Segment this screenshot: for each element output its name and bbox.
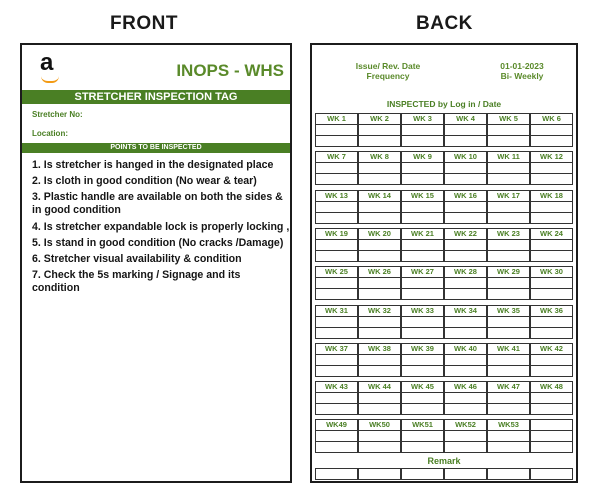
log-entry-cell[interactable] [358, 403, 401, 415]
log-entry-cell[interactable] [358, 327, 401, 339]
log-entry-cell[interactable] [401, 250, 444, 262]
log-entry-cell[interactable] [530, 212, 573, 224]
week-header-cell: WK 46 [444, 381, 487, 393]
log-entry-cell[interactable] [444, 250, 487, 262]
week-header-cell: WK 14 [358, 190, 401, 202]
frequency-value: Bi- Weekly [500, 71, 544, 81]
front-heading: FRONT [110, 13, 178, 34]
logo-smile [41, 76, 59, 83]
week-header-cell: WK 40 [444, 343, 487, 355]
issue-value: 01-01-2023 [500, 61, 544, 71]
log-entry-cell[interactable] [401, 173, 444, 185]
checklist-item: 5. Is stand in good condition (No cracks /Damage) [32, 236, 284, 249]
week-header-cell: WK 5 [487, 113, 530, 125]
log-entry-cell[interactable] [530, 327, 573, 339]
week-header-cell: WK 26 [358, 266, 401, 278]
log-entry-cell[interactable] [487, 365, 530, 377]
front-card [20, 43, 292, 483]
week-header-cell: WK 33 [401, 305, 444, 317]
week-header-cell: WK 30 [530, 266, 573, 278]
meta-labels [348, 61, 428, 81]
inspected-by-label: INSPECTED by Log in / Date [386, 99, 502, 109]
log-entry-cell[interactable] [358, 441, 401, 453]
location-label: Location: [32, 129, 68, 138]
week-header-cell: WK 43 [315, 381, 358, 393]
log-entry-cell[interactable] [315, 288, 358, 300]
log-entry-cell[interactable] [487, 173, 530, 185]
log-entry-cell[interactable] [315, 250, 358, 262]
remark-entry-cell[interactable] [401, 468, 444, 480]
log-entry-cell[interactable] [444, 441, 487, 453]
log-entry-cell[interactable] [315, 327, 358, 339]
week-header-cell: WK 47 [487, 381, 530, 393]
week-header-cell: WK 20 [358, 228, 401, 240]
log-entry-cell[interactable] [358, 365, 401, 377]
points-title-bar: POINTS TO BE INSPECTED [22, 143, 290, 153]
week-header-cell: WK 38 [358, 343, 401, 355]
log-entry-cell[interactable] [401, 403, 444, 415]
log-entry-cell[interactable] [487, 135, 530, 147]
log-entry-cell[interactable] [444, 403, 487, 415]
week-header-cell: WK 25 [315, 266, 358, 278]
log-entry-cell[interactable] [530, 250, 573, 262]
week-header-cell: WK 13 [315, 190, 358, 202]
week-header-cell: WK49 [315, 419, 358, 431]
week-header-cell: WK51 [401, 419, 444, 431]
log-entry-cell[interactable] [530, 365, 573, 377]
inspection-checklist [32, 159, 290, 298]
log-entry-cell[interactable] [444, 365, 487, 377]
log-entry-cell[interactable] [315, 403, 358, 415]
checklist-item: 2. Is cloth in good condition (No wear & tear) [32, 175, 257, 188]
log-entry-cell[interactable] [358, 212, 401, 224]
week-header-cell: WK 2 [358, 113, 401, 125]
week-header-cell: WK 27 [401, 266, 444, 278]
week-header-cell: WK 1 [315, 113, 358, 125]
log-entry-cell[interactable] [315, 365, 358, 377]
log-entry-cell[interactable] [444, 212, 487, 224]
checklist-item: 6. Stretcher visual availability & condition [32, 252, 242, 265]
log-entry-cell[interactable] [401, 327, 444, 339]
log-entry-cell[interactable] [487, 212, 530, 224]
back-heading: BACK [416, 13, 473, 34]
log-entry-cell[interactable] [530, 173, 573, 185]
week-header-cell: WK 3 [401, 113, 444, 125]
log-entry-cell[interactable] [401, 441, 444, 453]
remark-entry-cell[interactable] [530, 468, 573, 480]
week-header-cell: WK 48 [530, 381, 573, 393]
log-entry-cell[interactable] [530, 288, 573, 300]
week-header-cell: WK 9 [401, 151, 444, 163]
remark-entry-cell[interactable] [444, 468, 487, 480]
week-header-cell: WK52 [444, 419, 487, 431]
week-header-cell: WK 23 [487, 228, 530, 240]
week-header-cell: WK 36 [530, 305, 573, 317]
remark-entry-cell[interactable] [315, 468, 358, 480]
log-entry-cell[interactable] [358, 135, 401, 147]
week-header-cell: WK 34 [444, 305, 487, 317]
log-entry-cell[interactable] [444, 288, 487, 300]
week-header-cell: WK 37 [315, 343, 358, 355]
log-entry-cell[interactable] [401, 288, 444, 300]
week-header-cell: WK 12 [530, 151, 573, 163]
week-header-cell: WK 18 [530, 190, 573, 202]
log-entry-cell[interactable] [315, 173, 358, 185]
checklist-item: 1. Is stretcher is hanged in the designated place [32, 159, 274, 171]
tag-title-bar: STRETCHER INSPECTION TAG [22, 90, 290, 104]
week-header-cell: WK 42 [530, 343, 573, 355]
meta-values [492, 61, 552, 81]
week-header-cell: WK 29 [487, 266, 530, 278]
log-entry-cell[interactable] [315, 441, 358, 453]
week-header-cell: WK 8 [358, 151, 401, 163]
log-entry-cell[interactable] [358, 173, 401, 185]
week-header-cell: WK50 [358, 419, 401, 431]
log-entry-cell[interactable] [401, 365, 444, 377]
week-header-cell: WK 22 [444, 228, 487, 240]
amazon-logo-icon [40, 49, 62, 83]
frequency-label: Frequency [366, 71, 410, 81]
log-entry-cell[interactable] [358, 250, 401, 262]
remark-entry-cell[interactable] [358, 468, 401, 480]
week-header-cell: WK 44 [358, 381, 401, 393]
checklist-item: 3. Plastic handle are available on both the sides & in good condition [32, 191, 283, 217]
issue-label: Issue/ Rev. Date [355, 61, 421, 71]
week-header-cell: WK 15 [401, 190, 444, 202]
log-entry-cell[interactable] [444, 135, 487, 147]
week-header-cell: WK 11 [487, 151, 530, 163]
log-entry-cell[interactable] [487, 403, 530, 415]
logo-letter: a [40, 49, 54, 76]
week-header-cell: WK 16 [444, 190, 487, 202]
remark-entry-cell[interactable] [487, 468, 530, 480]
week-header-cell: WK 28 [444, 266, 487, 278]
week-header-cell: WK 45 [401, 381, 444, 393]
week-header-cell: WK 32 [358, 305, 401, 317]
brand-title: INOPS - WHS [176, 61, 284, 80]
log-entry-cell[interactable] [444, 327, 487, 339]
log-entry-cell[interactable] [530, 441, 573, 453]
week-header-cell: WK 35 [487, 305, 530, 317]
log-entry-cell[interactable] [315, 135, 358, 147]
stretcher-no-label: Stretcher No: [32, 110, 83, 119]
log-entry-cell[interactable] [401, 135, 444, 147]
week-header-cell: WK 41 [487, 343, 530, 355]
log-entry-cell[interactable] [487, 327, 530, 339]
log-entry-cell[interactable] [444, 173, 487, 185]
remark-label: Remark [427, 456, 461, 466]
log-entry-cell[interactable] [487, 250, 530, 262]
week-header-cell: WK 31 [315, 305, 358, 317]
week-header-cell: WK 21 [401, 228, 444, 240]
log-entry-cell[interactable] [530, 135, 573, 147]
log-entry-cell[interactable] [358, 288, 401, 300]
log-entry-cell[interactable] [530, 403, 573, 415]
week-header-cell: WK 17 [487, 190, 530, 202]
checklist-item: 4. Is stretcher expandable lock is properly locking , [32, 220, 290, 233]
week-header-cell: WK53 [487, 419, 530, 431]
log-entry-cell[interactable] [401, 212, 444, 224]
week-header-cell: WK 24 [530, 228, 573, 240]
week-header-cell: WK 19 [315, 228, 358, 240]
week-header-cell: WK 6 [530, 113, 573, 125]
log-entry-cell[interactable] [487, 441, 530, 453]
checklist-item: 7. Check the 5s marking / Signage and its condition [32, 269, 241, 295]
week-header-cell: WK 39 [401, 343, 444, 355]
log-entry-cell[interactable] [487, 288, 530, 300]
log-entry-cell[interactable] [315, 212, 358, 224]
week-header-cell: WK 10 [444, 151, 487, 163]
week-header-cell: WK 7 [315, 151, 358, 163]
week-header-cell: WK 4 [444, 113, 487, 125]
back-card [310, 43, 578, 483]
